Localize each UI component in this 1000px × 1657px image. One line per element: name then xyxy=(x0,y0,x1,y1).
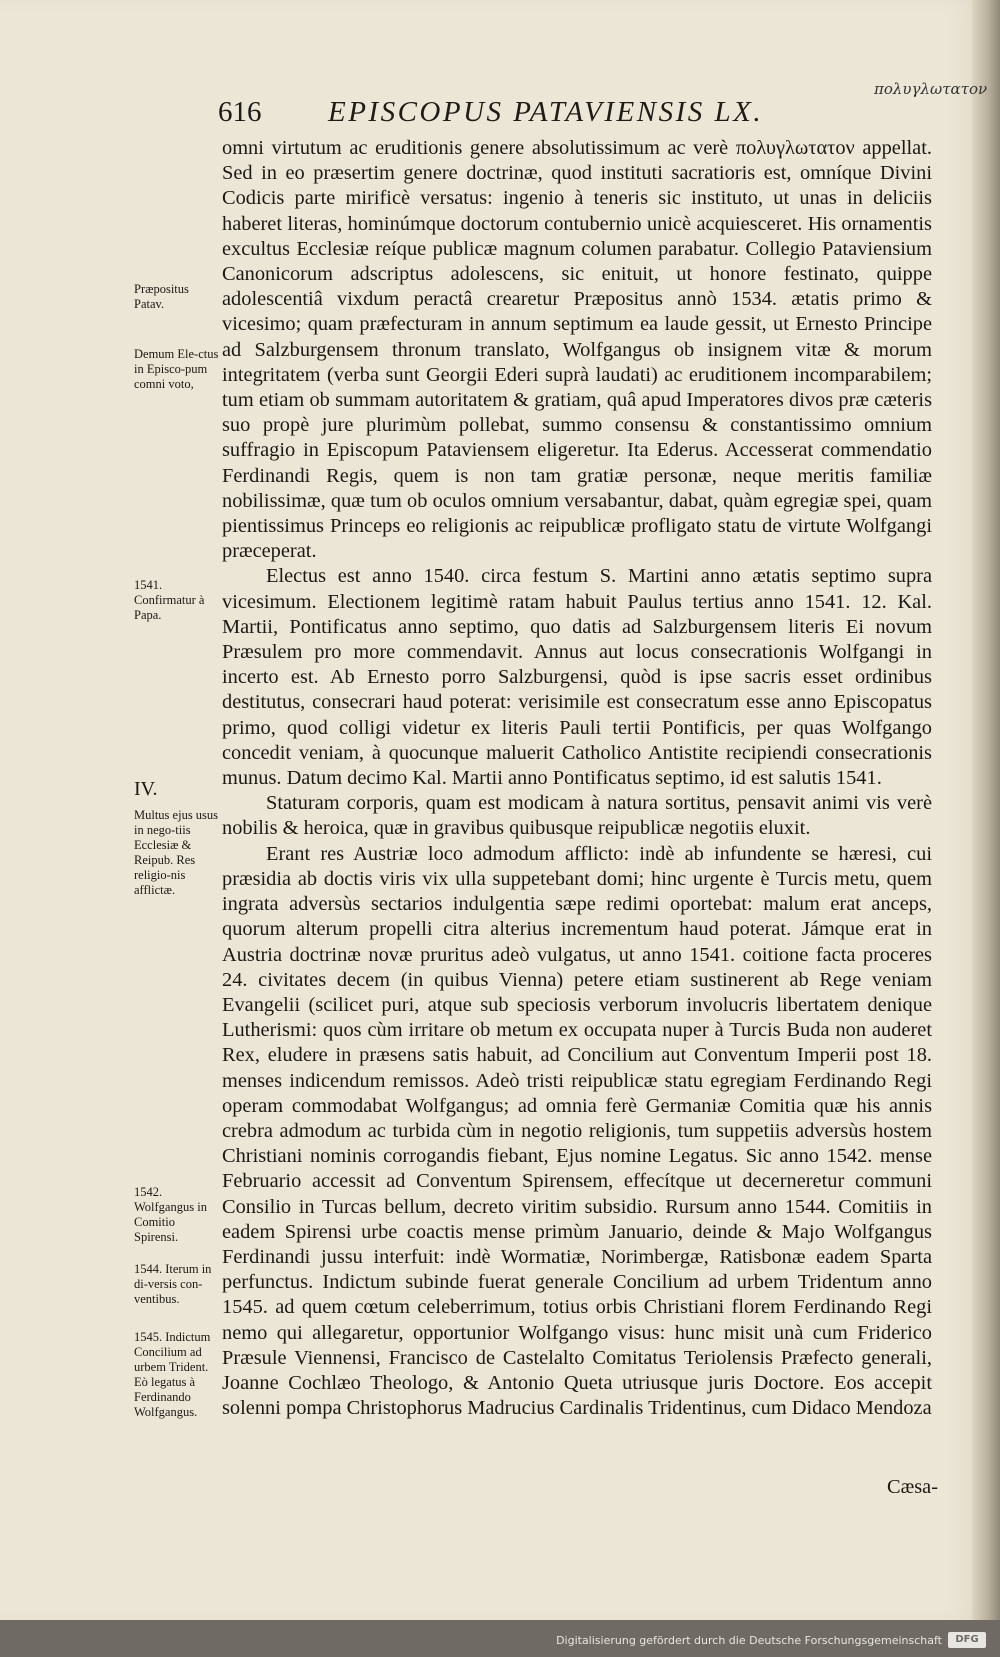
paragraph: Staturam corporis, quam est modicam à natura sortitus, pensavit animi vis verè nobilis & heroica, quæ in gravibus quibusque reipublicæ negotiis eluxit. xyxy=(222,792,932,840)
handwritten-annotation: πολυγλωτατον xyxy=(874,80,988,98)
margin-note: 1541. Confirmatur à Papa. xyxy=(134,578,205,622)
catchword: Cæsa- xyxy=(887,1476,938,1498)
running-head: EPISCOPUS PATAVIENSIS LX. xyxy=(328,96,764,128)
margin-note: Demum Ele-ctus in Episco-pum comni voto, xyxy=(134,347,219,391)
main-text xyxy=(222,136,932,1421)
page-edge xyxy=(972,0,1000,1620)
margin-note-section-number: IV. xyxy=(134,778,158,800)
margin-note: 1545. Indictum Concilium ad urbem Trident. Eò legatus à Ferdinando Wolfgangus. xyxy=(134,1330,211,1419)
dfg-logo-icon: DFG xyxy=(948,1632,986,1648)
margin-note: 1544. Iterum in di-versis con-ventibus. xyxy=(134,1262,212,1306)
paragraph: omni virtutum ac eruditionis genere absolutissimum ac verè πολυγλωτατον appellat. Sed in eo præsertim genere doctrinæ, quod instituti sacratioris est, omníque Divini Codicis parte mirificè versatus: ingenio à teneris sic instituto, ut unas in deliciis haberet literas, hominúmque doctorum contubernio unicè acquiesceret. His ornamentis excultus Ecclesiæ reíque publicæ magnum columen parabatur. Collegio Pataviensium Canonicorum adscriptus adolescens, sic enituit, ut honore festinato, quippe adolescentiâ vixdum peractâ crearetur Præpositus annò 1534. ætatis primo & vicesimo; quam præfecturam in annum septimum ea laude gessit, ut Ernesto Principe ad Salzburgensem thronum translato, Wolfgangus ob insignem vitæ & morum integritatem (verba sunt Georgii Ederi suprà laudati) ac eruditionem incomparabilem; tum etiam ob summam autoritatem & gratiam, quâ apud Imperatores divos præ cæteris suo propè jure plurimùm pollebat, summo consensu & constantissimo omnium suffragio in Episcopum Pataviensem eligeretur. Ita Ederus. Accesserat commendatio Ferdinandi Regis, quem is non tam gratiæ personæ, neque meritis familiæ nobilissimæ, quæ tum ob oculos omnium versabantur, dabat, quàm egregiæ spei, quam pientissimus Princeps eo religionis ac reipublicæ profligato statu de virtute Wolfgangi præceperat. xyxy=(222,137,932,563)
page-number: 616 xyxy=(218,96,262,128)
margin-note: Præpositus Patav. xyxy=(134,282,189,311)
margin-note: Multus ejus usus in nego-tiis Ecclesiæ & Reipub. Res religio-nis afflictæ. xyxy=(134,808,219,897)
paragraph: Electus est anno 1540. circa festum S. Martini anno ætatis septimo supra vicesimum. Electionem legitimè ratam habuit Paulus tertius anno 1541. 12. Kal. Martii, Pontificatus anno septimo, quo datis ad Salzburgensem literis Ei novum Præsulem pro more commendavit. Annus aut locus consecrationis Wolfgangi in incerto est. Ab Ernesto porro Salzburgensi, quòd is ipse sacris esset ordinibus destitutus, consecrari haud poterat: verisimile est consecratum esse anno Episcopatus primo, quod colligi videtur ex literis Pauli tertii Pontificis, per quas Wolfgango concedit veniam, à quocunque maluerit Catholico Antistite recipiendi consecrationis munus. Datum decimo Kal. Martii anno Pontificatus septimo, id est salutis 1541. xyxy=(222,565,932,790)
paragraph: Erant res Austriæ loco admodum afflicto: indè ab infundente se hæresi, cui præsidia ab doctis viris vix ulla suppetebant domi; hinc urgente è Turcis metu, quem ingrata adversùs sectarios indulgentia sæpe redimi oportebat: malum erat anceps, quorum alterum propelli citra alterius incrementum haud poterat. Jámque erat in Austria doctrinæ novæ pruritus adeò vulgatus, ut anno 1541. coitione facta proceres 24. civitates decem (in quibus Vienna) petere etiam sustinerent ab Rege veniam Evangelii (scilicet puri, atque sub speciosis verborum involucris libertatem denique Lutherismi: quos cùm irritare ob metum ex occupata nuper à Turcis Buda non auderet Rex, eludere in præsens satis habuit, ad Concilium aut Conventum Imperii post 18. menses indicendum remissos. Adeò tristi reipublicæ statu egregiam Ferdinando Regi operam commodabat Wolfgangus; ad omnia ferè Germaniæ Comitia quæ his annis crebra admodum ac turbida cùm in negotio religionis, tum suppetiis adversùs hostem Christiani nominis corrogandis fiebant, Ejus nomine Legatus. Sic anno 1542. mense Februario accessit ad Conventum Spirensem, effecítque ut decerneretur communi Consilio in Turcas bellum, decreto viritim subsidio. Rursum anno 1544. Comitiis in eadem Spirensi urbe coactis mense primùm Januario, deinde & Majo Wolfgangus Ferdinandi jussu interfuit: indè Wormatiæ, Norimbergæ, Ratisbonæ eadem Sparta perfunctus. Indictum subinde fuerat generale Concilium ad urbem Tridentum anno 1545. ad quem cœtum celeberrimum, totius orbis Christiani florem Ferdinando Regi nemo qui allegaretur, opportunior Wolfgango visus: hunc misit unà cum Friderico Præsule Viennensi, Francisco de Castelalto Comitatus Teriolensis Præfecto generali, Joanne Cochlæo Theologo, & Antonio Queta utriusque juris Doctore. Eos accepit solenni pompa Christophorus Madrucius Cardinalis Tridentinus, cum Didaco Mendoza xyxy=(222,842,932,1420)
footer-bar xyxy=(0,1620,1000,1657)
digitization-credit: Digitalisierung gefördert durch die Deutsche Forschungsgemeinschaft xyxy=(556,1634,942,1647)
margin-note: 1542. Wolfgangus in Comitio Spirensi. xyxy=(134,1185,207,1244)
